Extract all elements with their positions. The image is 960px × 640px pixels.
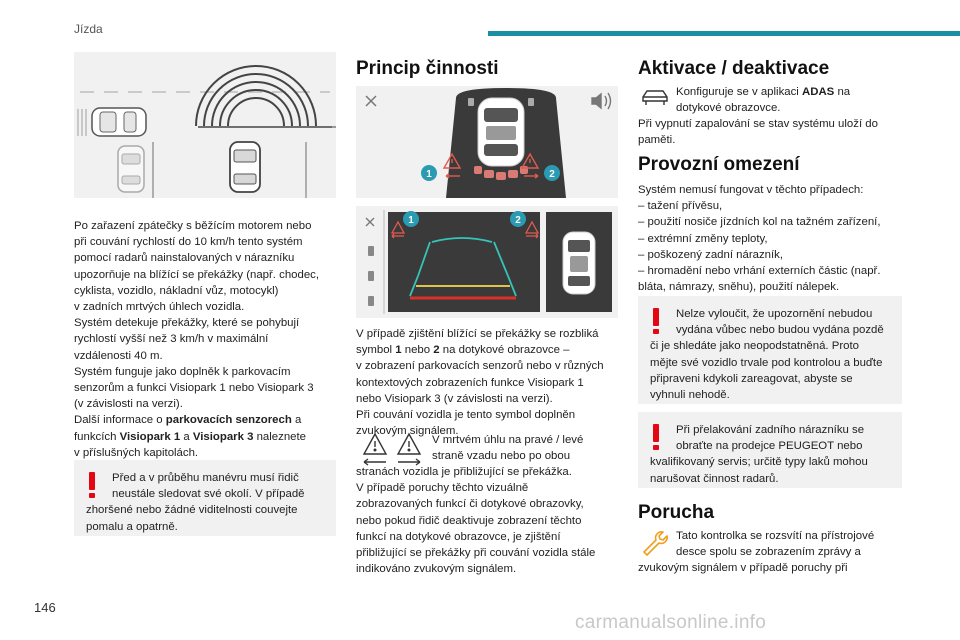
more-info-line: Další informace o parkovacích senzorech a [74,414,302,427]
warning-box-alerts: Nelze vyloučit, že upozornění nebudou vydána vůbec nebo budou vydána pozdě či je shledáte jako neopodstatněná. Proto mějte své vozidlo trvale pod kontrolou a buďte připraveni kdykoli zareagovat, abyste se vyhnuli nehodě. [638,296,902,404]
limits-list: Systém nemusí fungovat v těchto případech: – tažení přívěsu, – použití nosiče jízdních kol na tažném zařízení, – extrémní změny teploty, – poškozený zadní nárazník, – hromadění nebo vrhání externích částic (např. bláta, námrazy, sněhu), použití nálepek. [638,184,881,294]
blind-spot-text: V mrtvém úhlu na pravé / levé straně vzadu nebo po obou [432,434,584,463]
intro-line: v zadních mrtvých úhlech vozidla. [74,301,245,314]
principle-text: V případě zjištění blížící se překážky se rozbliká symbol 1 nebo 2 na dotykové obrazovce – v zobrazení parkovacích senzorů nebo v různých kontextových zobrazeních funkce Visiopark 1 nebo Visiopark 3 (v závislosti na verzi). Při couvání vozidla je tento symbol doplněn zvukovým signálem. [356,328,604,438]
callout-1: 1 [408,215,414,226]
section-title-limits: Provozní omezení [638,154,800,175]
principle-text-continued: stranách vozidla je přibližující se překážka. V případě poruchy těchto vizuálně zobrazovaných funkcí či dotykové obrazovky, nebo pokud řidič deaktivuje zobrazení těchto funkcí na dotykové obrazovce, je zjištění přibližující se překážky při couvání vozidla stále indikováno zvukovým signálem. [356,466,596,576]
intro-line: vzdálenosti 40 m. [74,349,163,362]
header-title: Jízda [74,22,103,36]
fault-text-2: zvukovým signálem v případě poruchy při [638,562,848,574]
blind-spot-symbols [358,432,426,468]
intro-line: Po zařazení zpátečky s běžícím motorem nebo [74,220,312,232]
intro-line: (v závislosti na verzi). [74,398,183,411]
visiopark-screen [356,206,618,318]
intro-line: rychlostí vyšší než 3 km/h v maximální [74,333,269,346]
warning-box-bumper: Při přelakování zadního nárazníku se obraťte na prodejce PEUGEOT nebo kvalifikovaný servis; určitě typy laků mohou narušovat činnost radarů. [638,412,902,488]
callout-2: 2 [549,169,555,180]
sensor-icon [368,246,374,306]
intro-text [74,218,344,461]
car-config-icon [640,86,670,108]
blind-spot-illustration [74,52,336,198]
fault-text: Tato kontrolka se rozsvítí na přístrojové desce spolu se zobrazením zprávy a [676,530,875,559]
more-info-line: v příslušných kapitolách. [74,446,199,459]
blind-spot-warning-icon [358,432,426,468]
page-number: 146 [34,600,56,615]
visiopark-screen-illustration [356,206,618,318]
activation-text-2: Při vypnutí zapalování se stav systému uloží do paměti. [638,118,878,147]
intro-line: Systém funguje jako doplněk k parkovacím [74,365,291,378]
sensor-screen-illustration [356,86,618,198]
section-title-principle: Princip činnosti [356,58,499,79]
watermark: carmanualsonline.info [575,612,767,633]
callout-2: 2 [515,215,521,226]
warning-exclamation-icon [652,308,660,334]
intro-line: senzorům a funkci Visiopark 1 nebo Visiopark 3 [74,382,314,395]
close-icon [366,96,376,106]
intro-line: při couvání rychlostí do 10 km/h tento systém [74,236,303,249]
parking-sensor-screen [356,86,618,198]
intro-line: Systém detekuje překážky, které se pohybují [74,317,300,330]
header-accent-bar [488,31,960,36]
warning-exclamation-icon [88,472,96,498]
intro-line: upozorňuje na blížící se překážky (např. chodec, [74,268,320,281]
more-info-line: funkcích Visiopark 1 a Visiopark 3 naleznete [74,430,306,443]
speaker-icon [592,93,611,109]
warning-exclamation-icon [652,424,660,450]
link-parking-sensors: parkovacích senzorech [165,414,292,427]
intro-line: cyklista, vozidlo, nákladní vůz, motocykl) [74,284,279,297]
link-visiopark-1: Visiopark 1 [119,430,181,443]
section-title-fault: Porucha [638,502,715,523]
callout-1: 1 [426,169,432,180]
wrench-icon [640,528,670,556]
close-icon [366,218,374,226]
intro-line: pomocí radarů nainstalovaných v nárazníku [74,252,295,265]
section-title-activation: Aktivace / deaktivace [638,58,830,79]
radar-diagram [74,52,336,198]
link-visiopark-3: Visiopark 3 [192,430,254,443]
warning-box: Před a v průběhu manévru musí řidič neustále sledovat své okolí. V případě zhoršené nebo žádné viditelnosti couvejte pomalu a opatrně. [74,460,336,536]
activation-text: Konfiguruje se v aplikaci ADAS na dotykové obrazovce. [676,86,851,115]
